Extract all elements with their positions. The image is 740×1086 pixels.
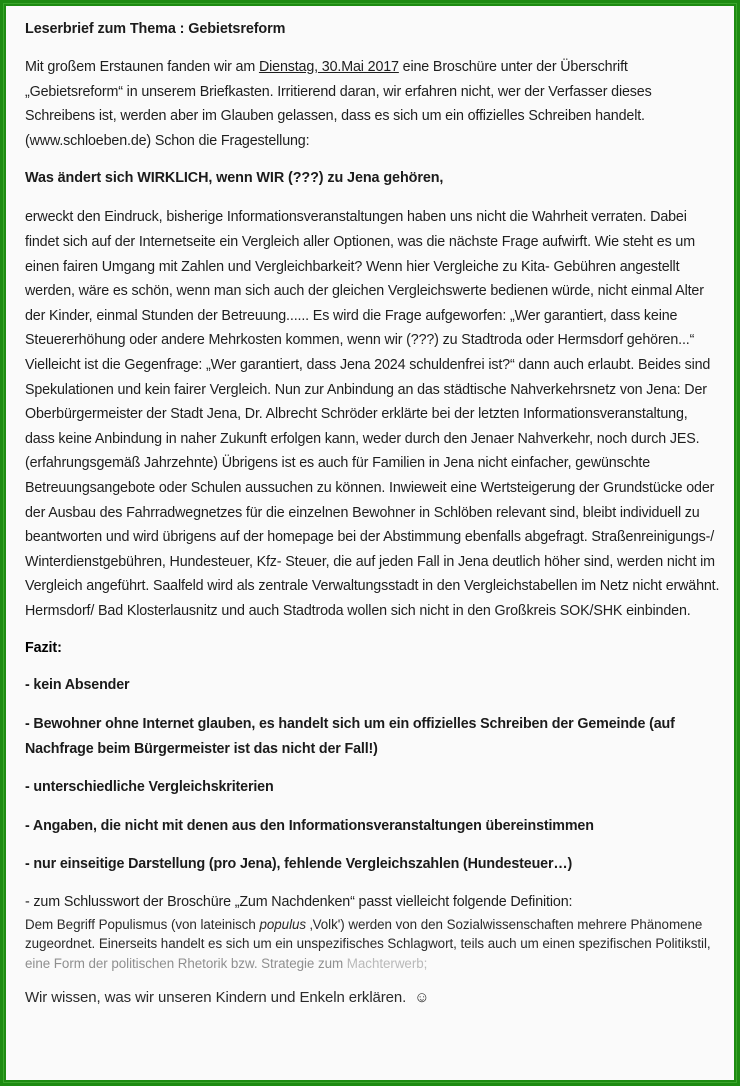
smiley-icon: ☺ — [414, 989, 430, 1007]
definition-intro: - zum Schlusswort der Broschüre „Zum Nachdenken“ passt vielleicht folgende Definition: — [25, 894, 573, 911]
fazit-label: Fazit: — [25, 640, 62, 657]
page-title: Leserbrief zum Thema : Gebietsreform — [25, 21, 286, 37]
intro-date: Dienstag, 30.Mai 2017 — [258, 59, 399, 75]
intro-text-after-date: eine Broschüre unter der Überschrift „Gebietsreform“ in unserem Briefkasten. Irritierend daran, wir erfahren nicht, wer der Verfasser dieses Schreibens ist, werden aber im Glauben gelassen, dass es sich um ein offizielles Schreiben handelt. (www.schloeben.de) Schon die Fragestellung: — [25, 59, 652, 149]
definition-italic-term: populus — [259, 917, 307, 933]
bullet-item-4: - Angaben, die nicht mit denen aus den Informationsveranstaltungen übereinstimmen — [25, 817, 594, 834]
bullet-item-2: - Bewohner ohne Internet glauben, es handelt sich um ein offizielles Schreiben der Gemeinde (auf Nachfrage beim Bürgermeister ist das nicht der Fall!) — [25, 716, 675, 757]
question-heading: Was ändert sich WIRKLICH, wenn WIR (???) zu Jena gehören, — [25, 170, 444, 187]
definition-faded-part-1: eine Form der politischen Rhetorik bzw. Strategie zum — [25, 955, 344, 971]
closing-text: Wir wissen, was wir unseren Kindern und Enkeln erklären. — [25, 989, 407, 1007]
bullet-item-3: - unterschiedliche Vergleichskriterien — [25, 779, 274, 796]
bullet-item-5: - nur einseitige Darstellung (pro Jena), fehlende Vergleichszahlen (Hundesteuer…) — [25, 856, 573, 873]
definition-part-2: ‚Volk') werden von den Sozialwissenschaften mehrere Phänomene zugeordnet. Einerseits handelt es sich um ein unspezifisches Schlagwort, teils auch um einen spezifischen Politikstil, — [25, 917, 711, 952]
populismus-definition — [25, 915, 720, 973]
intro-text-before-date: Mit großem Erstaunen fanden wir am — [25, 59, 259, 75]
document-sheet — [6, 6, 734, 1080]
main-body-paragraph: erweckt den Eindruck, bisherige Informationsveranstaltungen haben uns nicht die Wahrheit verraten. Dabei findet sich auf der Internetseite ein Vergleich aller Optionen, was die nächste Frage aufwirft. Wie steht es um einen fairen Umgang mit Zahlen und Vergleichbarkeit? Wenn hier Vergleiche zu Kita- Gebühren angestellt werden, wäre es schön, wenn man sich auch der gleichen Vergleichswerte bedienen würde, nicht einmal Alter der Kinder, einmal Stunden der Betreuung...... Es wird die Frage aufgeworfen: „Wer garantiert, dass keine Steuererhöhung oder andere Mehrkosten kommen, wenn wir (???) zu Stadtroda oder Hermsdorf gehören...“ Vielleicht ist die Gegenfrage: „Wer garantiert, dass Jena 2024 schuldenfrei ist?“ dann auch erlaubt. Beides sind Spekulationen und kein fairer Vergleich. Nun zur Anbindung an das städtische Nahverkehrsnetz von Jena: Der Oberbürgermeister der Stadt Jena, Dr. Albrecht Schröder erklärte bei der letzten Informationsveranstaltung, dass keine Anbindung in naher Zukunft erfolgen kann, weder durch den Jenaer Nahverkehr, noch durch JES. (erfahrungsgemäß Jahrzehnte) Übrigens ist es auch für Familien in Jena nicht einfacher, gewünschte Betreuungsangebote oder Schulen aussuchen zu können. Inwieweit eine Wertsteigerung der Grundstücke oder der Ausbau des Fahrradwegnetzes für die einzelnen Bewohner in Schlöben relevant sind, bleibt individuell zu beantworten und wird übrigens auf der homepage bei der Abstimmung ebenfalls abgefragt. Straßenreinigungs-/ Winterdienstgebühren, Hundesteuer, Kfz- Steuer, die auf jeden Fall in Jena deutlich höher sind, werden nicht im Vergleich angeführt. Saalfeld wird als zentrale Verwaltungsstadt in den Vergleichstabellen im Netz nicht erwähnt. Hermsdorf/ Bad Klosterlausnitz und auch Stadtroda wollen sich nicht in den Großkreis SOK/SHK einbinden. — [25, 209, 720, 619]
intro-paragraph — [25, 55, 720, 153]
bullet-item-1: - kein Absender — [25, 677, 130, 694]
definition-faded-part-2: Machterwerb; — [343, 955, 428, 971]
definition-part-1: Dem Begriff Populismus (von lateinisch — [25, 917, 260, 933]
closing-line — [25, 987, 720, 1009]
